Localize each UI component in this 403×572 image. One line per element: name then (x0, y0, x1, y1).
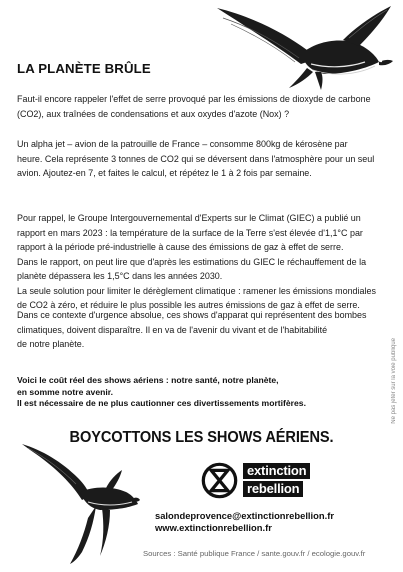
logo-word-extinction: extinction (243, 463, 310, 479)
text-line: Un alpha jet – avion de la patrouille de France – consomme 800kg de kérosène par (17, 139, 348, 149)
contact-block (155, 510, 403, 534)
sources-line: Sources : Santé publique France / sante.gouv.fr / ecologie.gouv.fr (143, 549, 366, 558)
text-line: (CO2), aux traînées de condensations et aux oxydes d'azote (Nox) ? (17, 108, 290, 119)
emphasis-statement (17, 375, 380, 410)
text-line: climatiques, doivent disparaître. Il en va de l'avenir du vivant et de l'habitabilité (17, 324, 328, 335)
paragraph-giec (17, 211, 375, 313)
text-line: Dans le rapport, on peut lire que d'après les estimations du GIEC le réchauffement de la (17, 256, 367, 267)
paragraph-greenhouse (17, 92, 375, 121)
paragraph-context (17, 308, 375, 352)
emphasis-line: Voici le coût réel des shows aériens : notre santé, notre planète, (17, 375, 279, 385)
extinction-symbol-icon (201, 462, 238, 499)
extinction-rebellion-logo (243, 463, 356, 498)
text-line: Pour rappel, le Groupe Intergouvernemental d'Experts sur le Climat (GIEC) a publié un (17, 213, 361, 223)
text-line: Faut-il encore rappeler l'effet de serre provoqué par les émissions de dioxyde de carbone (17, 94, 371, 104)
page-title: LA PLANÈTE BRÛLE (17, 61, 151, 76)
swallow-bottom-illustration (22, 440, 140, 564)
emphasis-line: Il est nécessaire de ne plus cautionner ces divertissements mortifères. (17, 398, 306, 409)
text-line: rapport à la période pré-industrielle à cause des émissions de gaz à effet de serre. (17, 242, 344, 252)
text-line: heure. Cela représente 3 tonnes de CO2 qui se déversent dans l'atmosphère pour un seul (17, 153, 375, 164)
contact-website: www.extinctionrebellion.fr (155, 522, 272, 533)
text-line: avion. Ajoutez-en 7, et faites le calcul, et répétez le 1 à 2 fois par semaine. (17, 168, 312, 178)
litter-notice: Ne pas jeter sur la voie publique (391, 338, 397, 424)
contact-email: salondeprovence@extinctionrebellion.fr (155, 510, 334, 521)
text-line: Dans ce contexte d'urgence absolue, ces shows d'apparat qui représentent des bombes (17, 310, 367, 320)
boycott-slogan: BOYCOTTONS LES SHOWS AÉRIENS. (69, 429, 334, 446)
text-line: de CO2 à zéro, et réduire le plus possible les autres émissions de gaz à effet de serre. (17, 300, 360, 310)
text-line: rapport en mars 2023 : la température de la surface de la Terre s'est élevée d'1,1°C par (17, 227, 363, 238)
text-line: de notre planète. (17, 339, 85, 349)
emphasis-line: en somme notre avenir. (17, 386, 113, 397)
swallow-top-illustration (215, 2, 395, 90)
text-line: La seule solution pour limiter le dérèglement climatique : ramener les émissions mondiales (17, 285, 376, 296)
logo-word-rebellion: rebellion (243, 481, 303, 497)
paragraph-alpha-jet (17, 137, 375, 181)
text-line: planète dépassera les 1,5°C dans les années 2030. (17, 271, 223, 281)
